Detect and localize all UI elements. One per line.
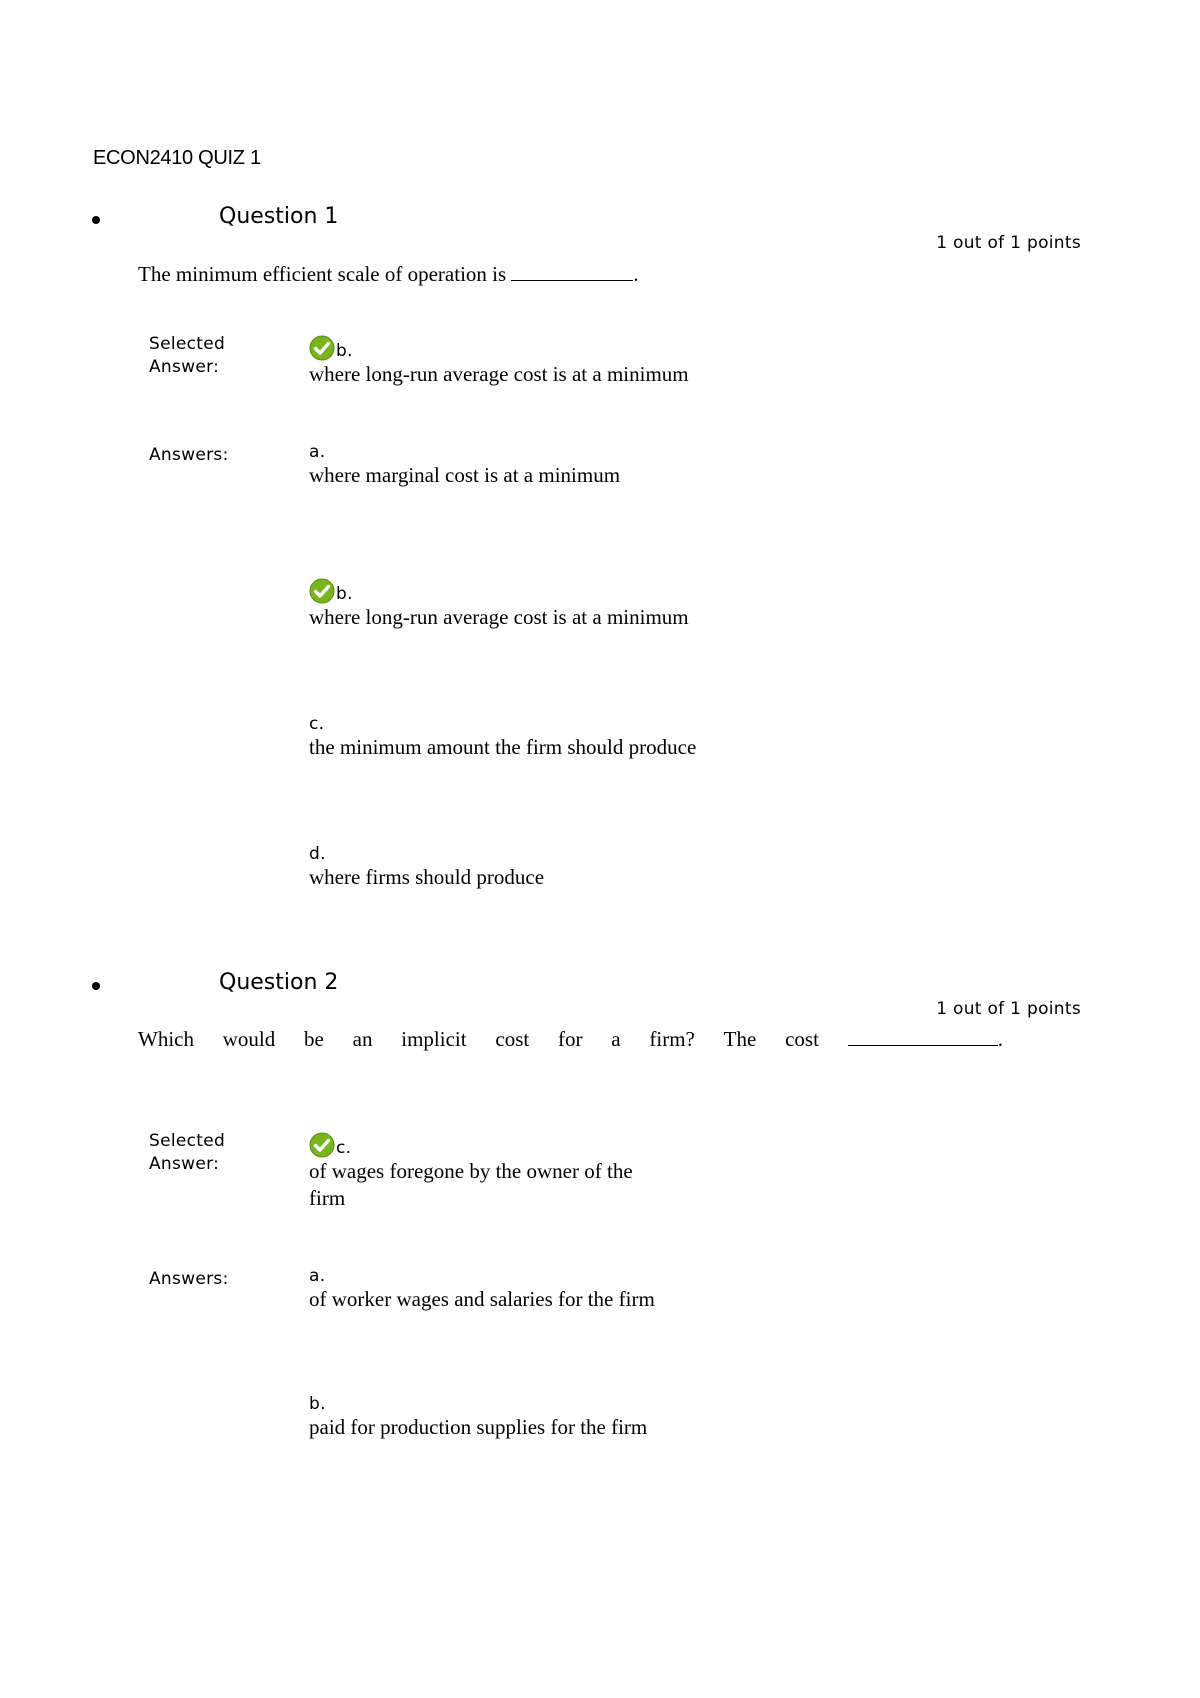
- question-2-selected-text-line1: of wages foregone by the owner of the: [309, 1159, 633, 1183]
- question-1-heading: Question 1: [219, 204, 339, 229]
- question-2-option-a: [309, 1256, 655, 1313]
- question-1-option-d-text: where firms should produce: [309, 865, 545, 889]
- question-1-option-a-letter: a.: [309, 442, 326, 462]
- question-1-points: 1 out of 1 points: [936, 233, 1081, 253]
- question-2-selected-letter: c.: [336, 1138, 352, 1158]
- question-1-blank: [511, 262, 633, 281]
- question-2-answers-label: Answers:: [149, 1269, 229, 1289]
- question-2-blank: [848, 1027, 998, 1046]
- question-2-word: be: [304, 1027, 324, 1051]
- check-circle-icon: [309, 578, 335, 604]
- question-1-option-b-text: where long-run average cost is at a minimum: [309, 605, 689, 629]
- question-1-option-a: [309, 432, 620, 489]
- question-1-selected-label: Selected Answer:: [149, 334, 226, 377]
- question-2-option-a-text: of worker wages and salaries for the firm: [309, 1287, 655, 1311]
- question-2-selected-text-line2: firm: [309, 1186, 346, 1210]
- question-1-option-b: [309, 574, 689, 631]
- question-1-option-d: [309, 834, 544, 891]
- question-2-word: for: [557, 1027, 583, 1051]
- question-2-word: would: [222, 1027, 276, 1051]
- question-1-text-end: .: [633, 262, 639, 286]
- check-circle-icon: [309, 335, 335, 361]
- question-2-text: [138, 1027, 1003, 1052]
- question-1-answers-label: Answers:: [149, 445, 229, 465]
- question-2-word: The: [723, 1027, 757, 1051]
- question-1-option-c-text: the minimum amount the firm should produce: [309, 735, 697, 759]
- question-2-word: cost: [495, 1027, 530, 1051]
- question-1-option-c: [309, 704, 696, 761]
- question-2-word: implicit: [401, 1027, 467, 1051]
- question-2-text-end: .: [997, 1027, 1003, 1051]
- question-1-option-b-letter: b.: [336, 584, 353, 604]
- question-2-word: a: [611, 1027, 621, 1051]
- question-2-option-b: [309, 1384, 647, 1441]
- question-1-option-a-text: where marginal cost is at a minimum: [309, 463, 621, 487]
- question-2-bullet: [92, 982, 100, 990]
- question-2-option-b-letter: b.: [309, 1394, 326, 1414]
- question-1-option-d-letter: d.: [309, 844, 326, 864]
- check-circle-icon: [309, 1132, 335, 1158]
- question-1-selected-text: where long-run average cost is at a minimum: [309, 362, 689, 386]
- question-1-option-c-letter: c.: [309, 714, 325, 734]
- question-1-bullet: [92, 216, 100, 224]
- question-2-word: firm?: [649, 1027, 695, 1051]
- question-2-option-a-letter: a.: [309, 1266, 326, 1286]
- question-1-selected-letter: b.: [336, 341, 353, 361]
- question-2-word: an: [352, 1027, 373, 1051]
- question-1-text-main: The minimum efficient scale of operation is: [138, 262, 512, 286]
- question-1-text: [138, 262, 639, 287]
- question-2-points: 1 out of 1 points: [936, 999, 1081, 1019]
- question-2-selected-answer: [309, 1128, 633, 1212]
- question-2-selected-label: Selected Answer:: [149, 1131, 226, 1174]
- document-title: ECON2410 QUIZ 1: [93, 147, 261, 169]
- question-2-word: cost: [785, 1027, 819, 1051]
- question-2-blank-group: [848, 1027, 1003, 1052]
- question-2-option-b-text: paid for production supplies for the firm: [309, 1415, 648, 1439]
- question-2-word: Which: [138, 1027, 194, 1051]
- question-1-selected-answer: [309, 331, 689, 388]
- question-2-heading: Question 2: [219, 970, 339, 995]
